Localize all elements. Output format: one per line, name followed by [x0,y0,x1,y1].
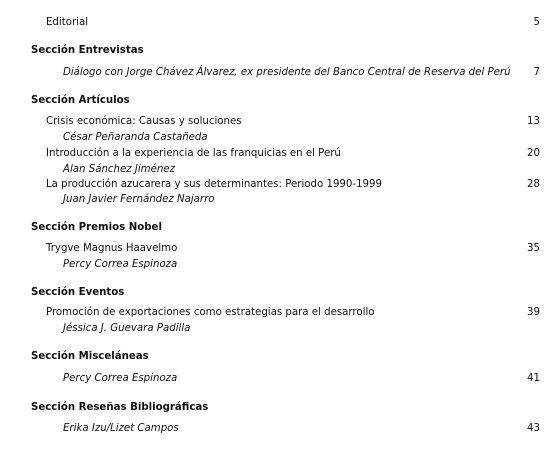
entry-author: Jéssica J. Guevara Padilla [63,323,191,334]
entry-title: Crisis económica: Causas y soluciones [46,116,242,127]
entry-author: Percy Correa Espinoza [63,373,178,384]
toc-entry-crisis [0,114,550,130]
toc-entry-miscelaneas [0,371,550,387]
section-heading-resenas: Sección Reseñas Bibliográficas [31,402,209,413]
section-heading-articulos: Sección Artículos [31,95,130,106]
section-heading-entrevistas: Sección Entrevistas [31,45,144,56]
entry-title: Diálogo con Jorge Chávez Álvarez, ex presidente del Banco Central de Reserva del Perú [63,67,511,78]
page-number: 39 [527,307,540,318]
toc-entry-dialogo [0,65,550,81]
section-heading-nobel: Sección Premios Nobel [31,222,162,233]
entry-author: Alan Sánchez Jiménez [63,164,175,175]
entry-author: Percy Correa Espinoza [63,259,178,270]
section-heading-miscelaneas: Sección Misceláneas [31,351,149,362]
toc-entry-exportaciones [0,305,550,321]
entry-title: Promoción de exportaciones como estrategias para el desarrollo [46,307,375,318]
entry-author: Juan Javier Fernández Najarro [63,194,215,205]
section-heading-eventos: Sección Eventos [31,287,125,298]
entry-title: Trygve Magnus Haavelmo [46,243,178,254]
page-number: 41 [527,373,540,384]
toc-entry-resenas [0,421,550,437]
toc-entry-editorial [0,15,550,31]
page-number: 5 [533,17,540,28]
entry-title: La producción azucarera y sus determinantes: Periodo 1990-1999 [46,179,382,190]
toc-author-azucarera [0,192,550,208]
page-number: 28 [527,179,540,190]
page-number: 20 [527,148,540,159]
entry-author: César Peñaranda Castañeda [63,132,208,143]
entry-title: Introducción a la experiencia de las franquicias en el Perú [46,148,341,159]
toc-entry-franquicias [0,146,550,162]
toc-entry-azucarera [0,177,550,193]
toc-author-crisis [0,130,550,146]
toc-author-haavelmo [0,257,550,273]
page-number: 7 [533,67,540,78]
entry-author: Erika Izu/Lizet Campos [63,423,179,434]
toc-author-exportaciones [0,321,550,337]
entry-title: Editorial [46,17,89,28]
toc-entry-haavelmo [0,241,550,257]
page-number: 43 [527,423,540,434]
toc-author-franquicias [0,162,550,178]
page-number: 35 [527,243,540,254]
page-number: 13 [527,116,540,127]
